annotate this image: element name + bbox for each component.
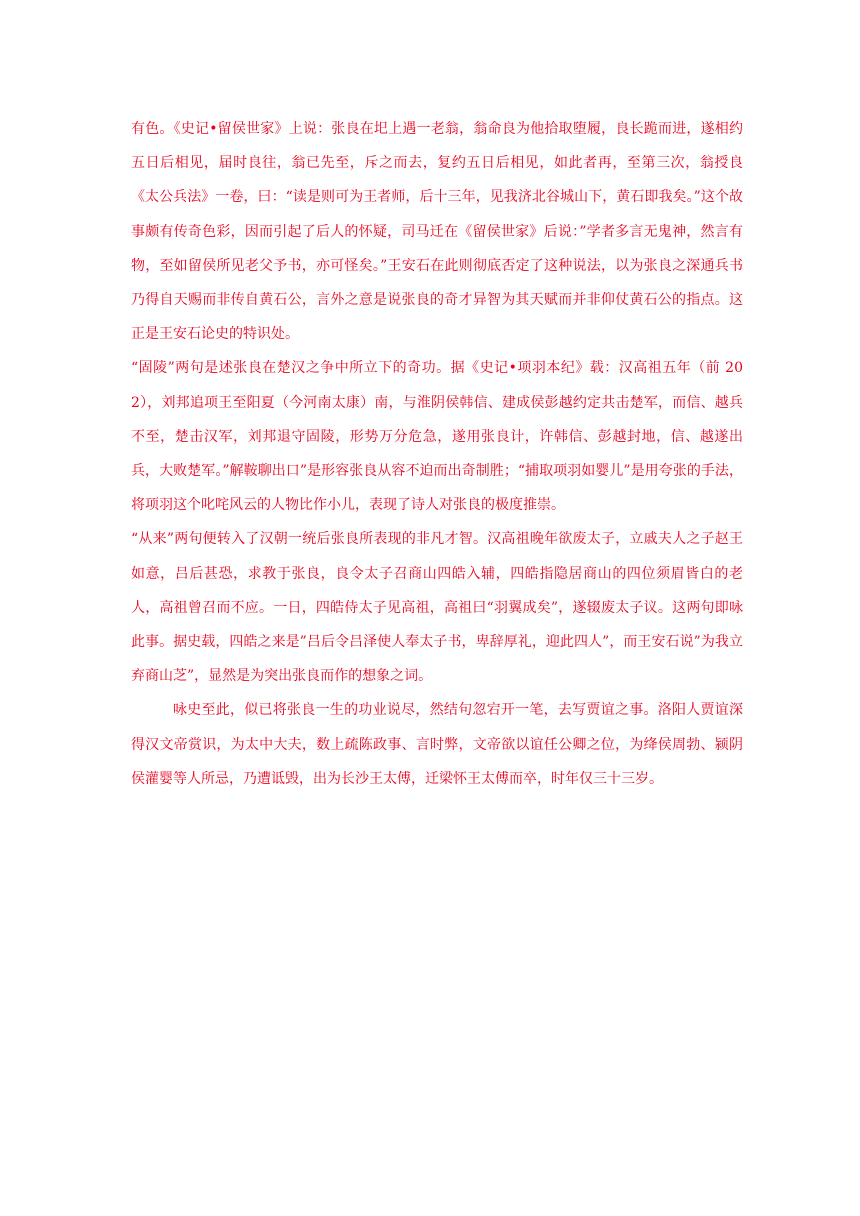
paragraph-four-elders-shangshan: “从来”两句便转入了汉朝一统后张良所表现的非凡才智。汉高祖晚年欲废太子，立戚夫人之子赵王如意，吕后甚恐，求教于张良，良令太子召商山四皓入辅，四皓指隐居商山的四位须眉皆白的老人，高祖曾召而不应。一日，四皓侍太子见高祖，高祖曰“羽翼成矣”，遂辍废太子议。这两句即咏此事。据史载，四皓之来是”吕后令吕泽使人奉太子书，卑辞厚礼，迎此四人”，而王安石说”为我立弃商山芝”，显然是为突出张良而作的想象之词。	[131, 531, 743, 685]
paragraph-zhang-liang-yellow-stone: 有色。《史记•留侯世家》上说：张良在圯上遇一老翁，翁命良为他拾取堕履，良长跪而进，遂相约五日后相见，届时良往，翁已先至，斥之而去，复约五日后相见，如此者再，至第三次，翁授良《太公兵法》一卷，曰：“读是则可为王者师，后十三年，见我济北谷城山下，黄石即我矣。”这个故事颇有传奇色彩，因而引起了后人的怀疑，司马迁在《留侯世家》后说：”学者多言无鬼神，然言有物，至如留侯所见老父予书，亦可怪矣。”王安石在此则彻底否定了这种说法，以为张良之深通兵书乃得自天赐而非传自黄石公，言外之意是说张良的奇才异智为其天赋而并非仰仗黄石公的指点。这正是王安石论史的特识处。	[131, 121, 743, 343]
document-body	[131, 112, 743, 796]
paragraph-jia-yi: 咏史至此，似已将张良一生的功业说尽，然结句忽宕开一笔，去写贾谊之事。洛阳人贾谊深得汉文帝赏识，为太中大夫，数上疏陈政事、言时弊，文帝欲以谊任公卿之位，为绛侯周勃、颍阴侯灌婴等人所忌，乃遭诋毁，出为长沙王太傅，迁梁怀王太傅而卒，时年仅三十三岁。	[131, 702, 743, 787]
paragraph-guling-battle: “固陵”两句是述张良在楚汉之争中所立下的奇功。据《史记•项羽本纪》载：汉高祖五年（前 202），刘邦追项王至阳夏（今河南太康）南，与淮阴侯韩信、建成侯彭越约定共击楚军，而信、越兵不至，楚击汉军，刘邦退守固陵，形势万分危急，遂用张良计，许韩信、彭越封地，信、越遂出兵，大败楚军。”解鞍聊出口”是形容张良从容不迫而出奇制胜；“捕取项羽如婴儿”是用夸张的手法，将项羽这个叱咤风云的人物比作小儿，表现了诗人对张良的极度推崇。	[131, 360, 743, 514]
